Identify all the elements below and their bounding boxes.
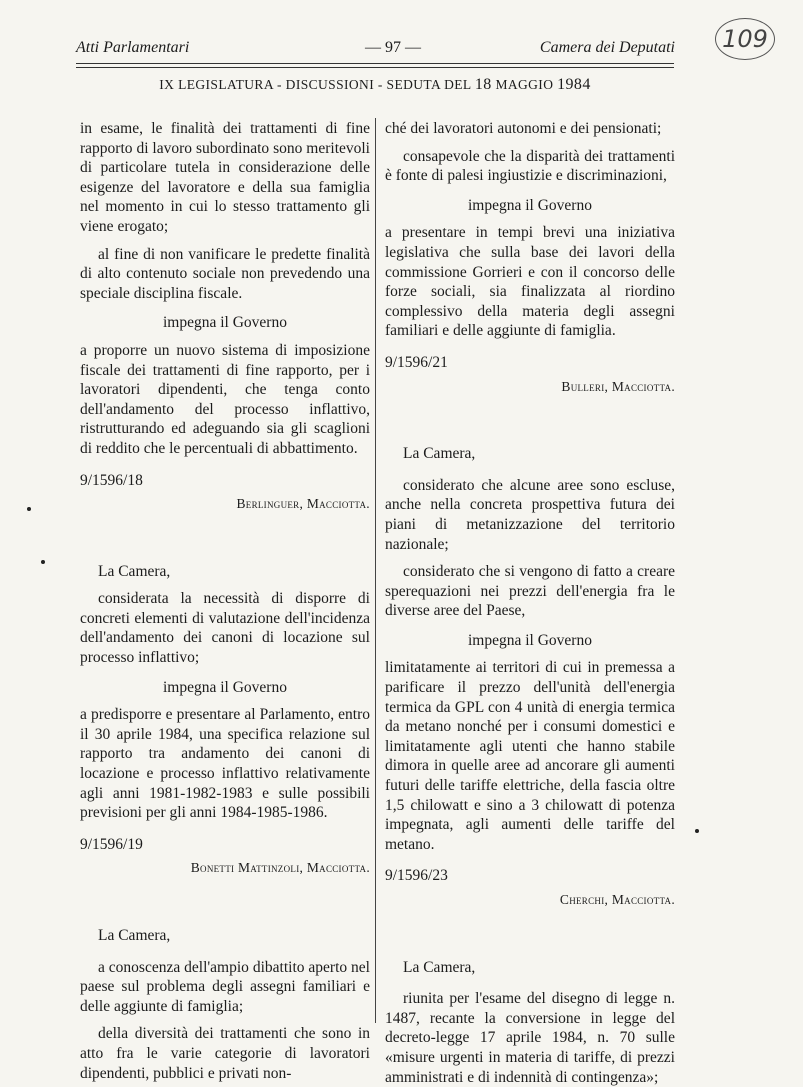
chamber-heading: La Camera,	[98, 927, 171, 944]
header-rule-top	[76, 63, 674, 64]
session-line	[76, 76, 674, 94]
paragraph: ché dei lavoratori autonomi e dei pensionati;	[385, 120, 662, 137]
left-column	[80, 119, 370, 1083]
order-reference: 9/1596/21	[385, 353, 448, 371]
margin-mark	[695, 829, 699, 833]
commitment-heading: impegna il Governo	[468, 196, 592, 214]
paragraph: a presentare in tempi brevi una iniziativa legislativa che sulla base dei lavori della commissione Gorrieri e con il concorso delle forze sociali, sia finalizzata al riordino complessivo della materia degli assegni familiari e delle aggiunte di famiglia.	[385, 224, 675, 340]
session-year: 1984	[557, 76, 591, 93]
commitment-heading: impegna il Governo	[163, 314, 287, 332]
column-divider	[375, 118, 376, 1023]
order-reference: 9/1596/23	[385, 867, 448, 885]
paragraph: a predisporre e presentare al Parlamento, entro il 30 aprile 1984, una specifica relazione sul rapporto tra andamento dei canoni di locazione e processo inflattivo relativamente agli anni 1981-1982-1983 e sulle possibili previsioni per gli anni 1984-1985-1986.	[80, 706, 370, 822]
header-chamber: Camera dei Deputati	[539, 39, 675, 56]
paragraph: limitatamente ai territori di cui in premessa a parificare il prezzo dell'unità dell'energia termica da GPL con 4 unità di energia termica da metano nonché per i consumi domestici e limitatamente agli utenti che hanno stabile dimora in quelle aree ad ancorare gli aumenti futuri delle tariffe elettriche, della fascia oltre 1,5 chilowatt e sino a 3 chilowatt di potenza impegnata, agli aumenti delle tariffe del metano.	[385, 659, 675, 853]
paragraph: della diversità dei trattamenti che sono in atto fra le varie categorie di lavoratori dipendenti, pubblici e privati non-	[80, 1025, 370, 1082]
session-prefix: IX LEGISLATURA - DISCUSSIONI - SEDUTA DEL	[159, 77, 475, 92]
chamber-heading: La Camera,	[403, 445, 476, 463]
paragraph: al fine di non vanificare le predette finalità di alto contenuto sociale non prevedendo una speciale disciplina fiscale.	[80, 245, 370, 302]
header-rule-bottom	[76, 67, 674, 68]
chamber-heading: La Camera,	[98, 562, 171, 580]
header-publication: Atti Parlamentari	[76, 39, 190, 56]
paragraph: considerato che alcune aree sono escluse, anche nella concreta prospettiva futura dei piani di metanizzazione del territorio nazionale;	[385, 476, 675, 553]
signatories: Cherchi, Macciotta.	[559, 892, 675, 907]
session-day: 18	[474, 76, 492, 93]
signatories: Bonetti Mattinzoli, Macciotta.	[190, 860, 370, 876]
session-month: MAGGIO	[491, 77, 558, 92]
signatories: Bulleri, Macciotta.	[561, 378, 675, 394]
commitment-heading: impegna il Governo	[468, 631, 592, 649]
commitment-heading: impegna il Governo	[163, 678, 287, 696]
paragraph: a conoscenza dell'ampio dibattito aperto nel paese sul problema degli assegni familiari e delle aggiunte di famiglia;	[80, 958, 370, 1015]
right-column	[385, 119, 675, 1087]
margin-mark	[41, 560, 45, 564]
paragraph: considerata la necessità di disporre di concreti elementi di valutazione dell'incidenza dell'andamento dei canoni di locazione sul processo inflattivo;	[80, 590, 370, 667]
paragraph: in esame, le finalità dei trattamenti di fine rapporto di lavoro subordinato sono meritevoli di particolare tutela in considerazione delle esigenze del lavoratore e della sua famiglia nel momento in cui lo stesso trattamento gli viene erogato;	[80, 120, 370, 235]
order-reference: 9/1596/18	[80, 471, 143, 489]
paragraph: riunita per l'esame del disegno di legge n. 1487, recante la conversione in legge del decreto-legge 17 aprile 1984, n. 70 sulle «misure urgenti in materia di tariffe, di prezzi amministrati e di indennità di contingenza»;	[385, 990, 675, 1086]
handwritten-page-stamp: 109	[715, 18, 775, 60]
order-reference: 9/1596/19	[80, 835, 143, 853]
paragraph: considerato che si vengono di fatto a creare sperequazioni nei prezzi dell'energia fra le diverse aree del Paese,	[385, 563, 675, 620]
paragraph: consapevole che la disparità dei trattamenti è fonte di palesi ingiustizie e discriminazioni,	[385, 147, 675, 185]
margin-mark	[27, 507, 31, 511]
signatories: Berlinguer, Macciotta.	[236, 496, 370, 512]
chamber-heading: La Camera,	[403, 958, 476, 976]
paragraph: a proporre un nuovo sistema di imposizione fiscale dei trattamenti di fine rapporto, per i lavoratori dipendenti, che tenga conto dell'andamento del processo inflattivo, ristrutturando ed adeguando sia gli scaglioni di reddito che le percentuali di abbattimento.	[80, 341, 370, 457]
page-number: — 97 —	[365, 39, 421, 56]
